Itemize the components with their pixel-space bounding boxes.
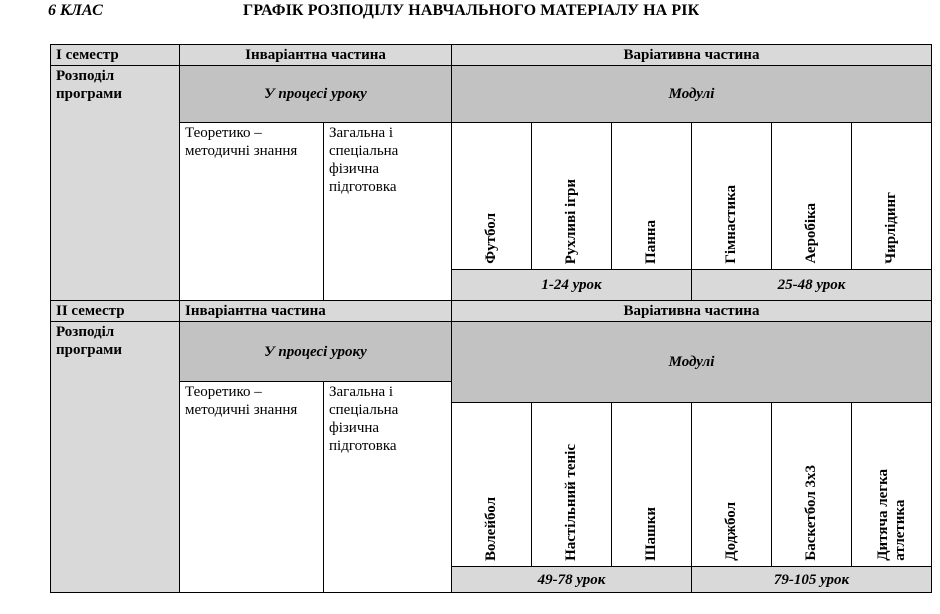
class-label: 6 КЛАС (48, 2, 103, 19)
page-title: ГРАФІК РОЗПОДІЛУ НАВЧАЛЬНОГО МАТЕРІАЛУ НА РІК (243, 2, 700, 19)
semester-1-range-2: 25-48 урок (691, 269, 932, 301)
semester-1-module-1 (451, 122, 532, 270)
module-name: Футбол (483, 213, 499, 264)
semester-1-theory-cell: Теоретико – методичні знання (179, 122, 324, 301)
semester-2-range-2: 79-105 урок (691, 566, 932, 593)
semester-1-module-2 (531, 122, 612, 270)
module-name: Дитяча легка атлетика (874, 469, 908, 561)
semester-2-distribution-label: Розподіл програми (50, 321, 180, 593)
semester-2-theory-cell: Теоретико – методичні знання (179, 381, 324, 593)
semester-1-variable-header: Варіативна частина (451, 44, 932, 66)
semester-2-general-cell: Загальна і спеціальна фізична підготовка (323, 381, 452, 593)
module-name: Доджбол (723, 502, 739, 561)
semester-1-modules-header: Модулі (451, 65, 932, 123)
semester-2-modules-header: Модулі (451, 321, 932, 403)
semester-2-label: ІІ семестр (50, 300, 180, 322)
semester-1-in-lesson: У процесі уроку (179, 65, 452, 123)
semester-2-range-1: 49-78 урок (451, 566, 692, 593)
module-name: Баскетбол 3х3 (803, 465, 819, 561)
semester-1-invariant-header: Інваріантна частина (179, 44, 452, 66)
semester-2-module-5 (771, 402, 852, 567)
semester-1-module-3 (611, 122, 692, 270)
module-name: Рухливі ігри (563, 178, 579, 264)
semester-1-label: І семестр (50, 44, 180, 66)
semester-1-distribution-label: Розподіл програми (50, 65, 180, 301)
module-name: Настільний теніс (563, 444, 579, 561)
module-name: Волейбол (483, 496, 499, 561)
semester-2-module-2 (531, 402, 612, 567)
semester-1-range-1: 1-24 урок (451, 269, 692, 301)
semester-1-module-5 (771, 122, 852, 270)
module-name: Панна (643, 220, 659, 264)
semester-1-module-4 (691, 122, 772, 270)
semester-2-module-3 (611, 402, 692, 567)
module-name: Шашки (643, 507, 659, 561)
semester-1-module-6 (851, 122, 932, 270)
module-name: Гімнастика (723, 185, 739, 264)
semester-2-module-4 (691, 402, 772, 567)
semester-2-variable-header: Варіативна частина (451, 300, 932, 322)
semester-2-in-lesson: У процесі уроку (179, 321, 452, 382)
module-name: Аеробіка (803, 203, 819, 264)
module-name: Чирлідинг (883, 192, 899, 264)
semester-2-module-6 (851, 402, 932, 567)
semester-2-module-1 (451, 402, 532, 567)
semester-1-general-cell: Загальна і спеціальна фізична підготовка (323, 122, 452, 301)
semester-2-invariant-header: Інваріантна частина (179, 300, 452, 322)
